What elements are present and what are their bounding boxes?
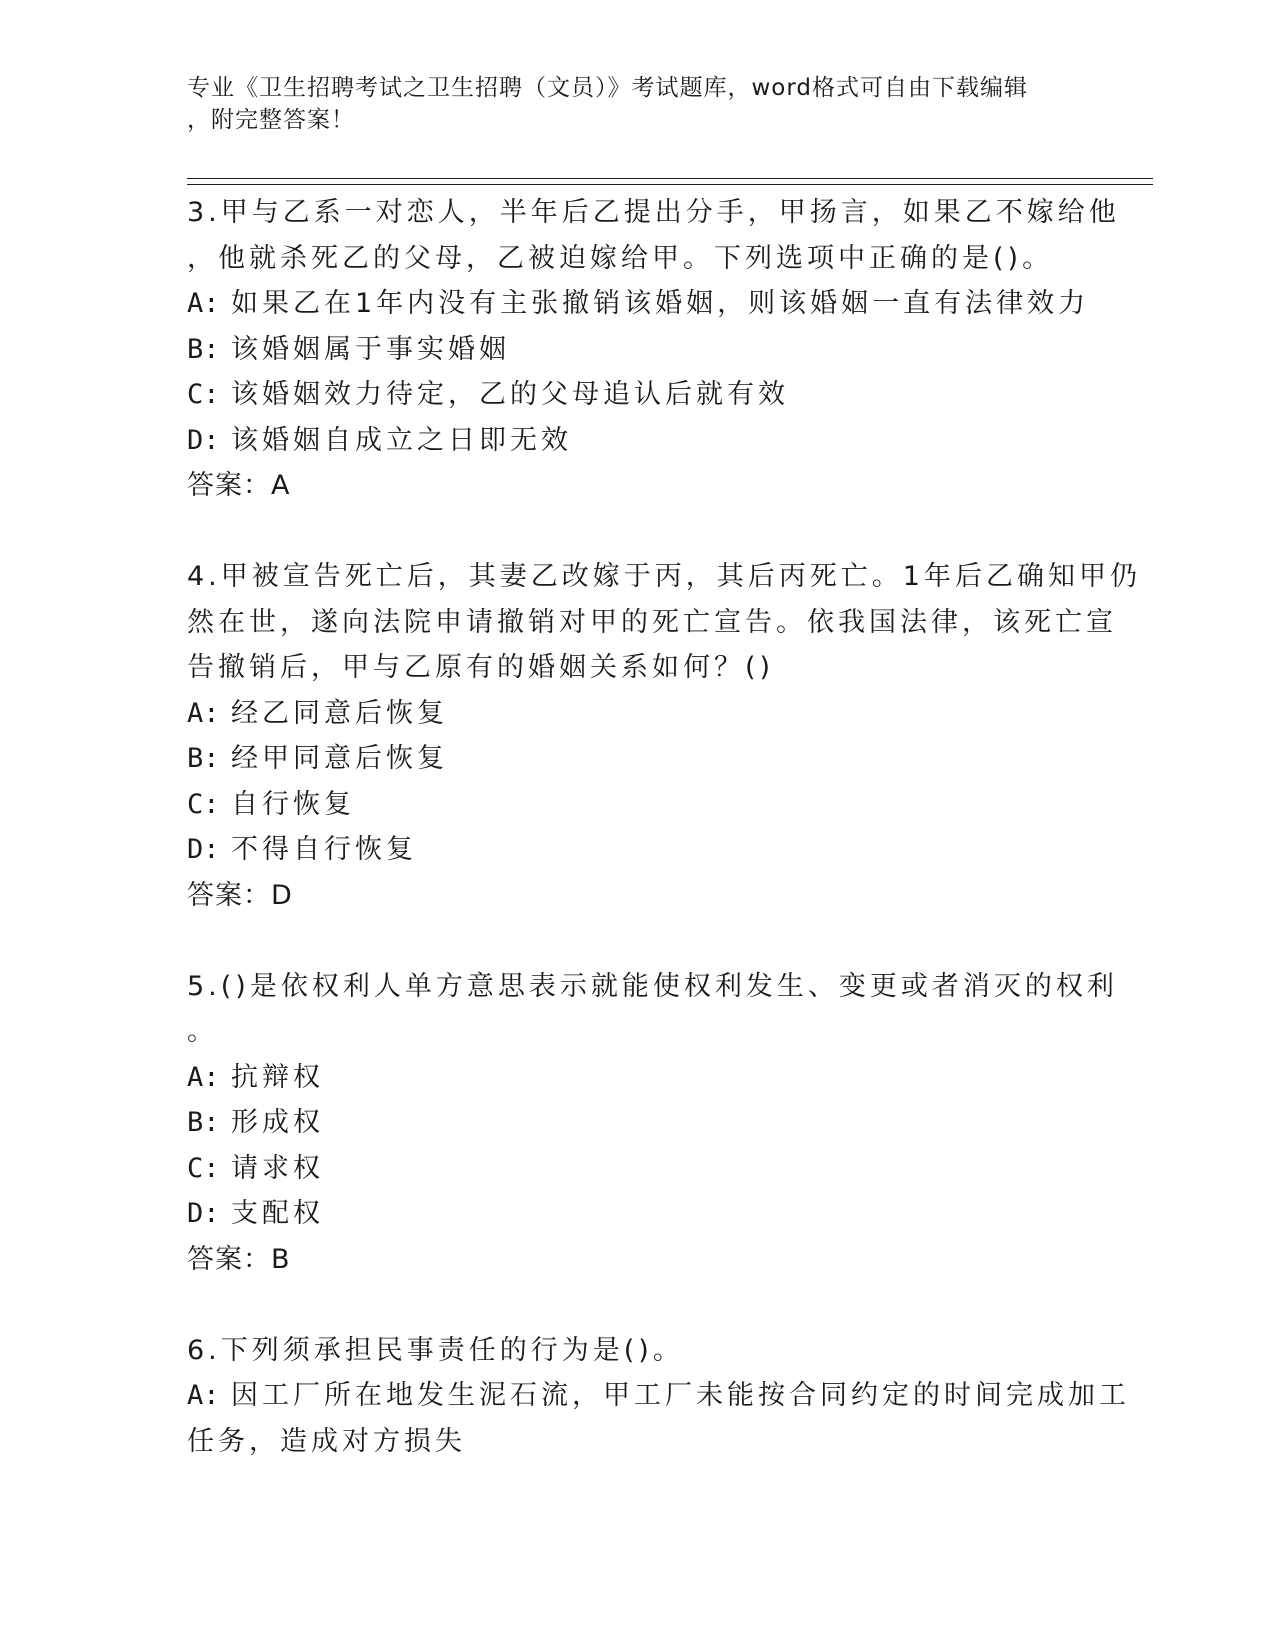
header-line-1: 专业《卫生招聘考试之卫生招聘（文员）》考试题库，word格式可自由下载编辑 [187, 75, 1029, 101]
option-text: 经乙同意后恢复 [231, 697, 448, 729]
option-text: 因工厂所在地发生泥石流，甲工厂未能按合同约定的时间完成加工 [231, 1380, 1130, 1411]
option-text: 支配权 [231, 1198, 324, 1229]
option-text: 该婚姻效力待定，乙的父母追认后就有效 [231, 379, 789, 410]
option-line [187, 281, 1090, 327]
question-block [187, 964, 1118, 1328]
question-spacer [187, 918, 1087, 964]
option-label: C: [187, 379, 220, 410]
option-line [187, 1191, 1087, 1237]
header-divider-top [187, 178, 1153, 179]
option-line [187, 827, 1087, 873]
option-line [187, 1100, 1087, 1146]
option-text: 该婚姻属于事实婚姻 [231, 333, 510, 365]
option-text: 自行恢复 [231, 788, 355, 820]
question-list [187, 190, 1141, 1464]
option-label: A: [187, 1061, 220, 1093]
question-stem-line: 告撤销后，甲与乙原有的婚姻关系如何？() [187, 652, 775, 683]
option-label: A: [187, 1380, 220, 1411]
question-spacer [187, 1282, 1087, 1328]
option-text: 不得自行恢复 [231, 834, 417, 865]
option-text: 如果乙在1年内没有主张撤销该婚姻，则该婚姻一直有法律效力 [231, 288, 1090, 319]
option-text: 该婚姻自成立之日即无效 [231, 424, 572, 456]
option-label: A: [187, 288, 220, 319]
option-line [187, 1419, 1087, 1465]
option-line [187, 418, 1087, 464]
option-text: 任务，造成对方损失 [187, 1425, 466, 1457]
option-text: 经甲同意后恢复 [231, 743, 448, 774]
answer-line: 答案：B [187, 1243, 291, 1275]
question-stem-line: 5.()是依权利人单方意思表示就能使权利发生、变更或者消灭的权利 [187, 970, 1118, 1002]
question-spacer [187, 509, 1087, 555]
document-header [187, 72, 1087, 136]
question-block [187, 554, 1141, 964]
option-label: B: [187, 743, 220, 774]
header-divider-bottom [187, 184, 1153, 185]
option-line [187, 736, 1087, 782]
option-line [187, 782, 1087, 828]
question-stem-line: 3.甲与乙系一对恋人，半年后乙提出分手，甲扬言，如果乙不嫁给他 [187, 197, 1120, 228]
question-stem-line: ，他就杀死乙的父母，乙被迫嫁给甲。下列选项中正确的是()。 [187, 242, 1054, 274]
question-stem-line: 4.甲被宣告死亡后，其妻乙改嫁于丙，其后丙死亡。1年后乙确知甲仍 [187, 561, 1141, 592]
option-line [187, 1146, 1087, 1192]
question-block [187, 190, 1120, 554]
option-label: C: [187, 788, 220, 820]
option-label: D: [187, 834, 220, 865]
option-label: D: [187, 1198, 220, 1229]
option-label: B: [187, 333, 220, 365]
option-line [187, 327, 1087, 373]
question-block [187, 1328, 1130, 1465]
option-text: 请求权 [231, 1152, 324, 1184]
question-stem-line: 6.下列须承担民事责任的行为是()。 [187, 1334, 684, 1366]
option-line [187, 1055, 1087, 1101]
option-line [187, 691, 1087, 737]
option-label: A: [187, 697, 220, 729]
header-line-2: ，附完整答案！ [187, 107, 355, 133]
option-label: C: [187, 1152, 220, 1184]
option-label: D: [187, 424, 220, 456]
option-line [187, 372, 1087, 418]
option-text: 抗辩权 [231, 1061, 324, 1093]
question-stem-line: 。 [187, 1016, 218, 1047]
option-line [187, 1373, 1130, 1419]
option-label: B: [187, 1107, 220, 1138]
answer-line: 答案：A [187, 470, 291, 501]
option-text: 形成权 [231, 1107, 324, 1138]
question-stem-line: 然在世，遂向法院申请撤销对甲的死亡宣告。依我国法律，该死亡宣 [187, 606, 1117, 638]
answer-line: 答案：D [187, 879, 293, 911]
